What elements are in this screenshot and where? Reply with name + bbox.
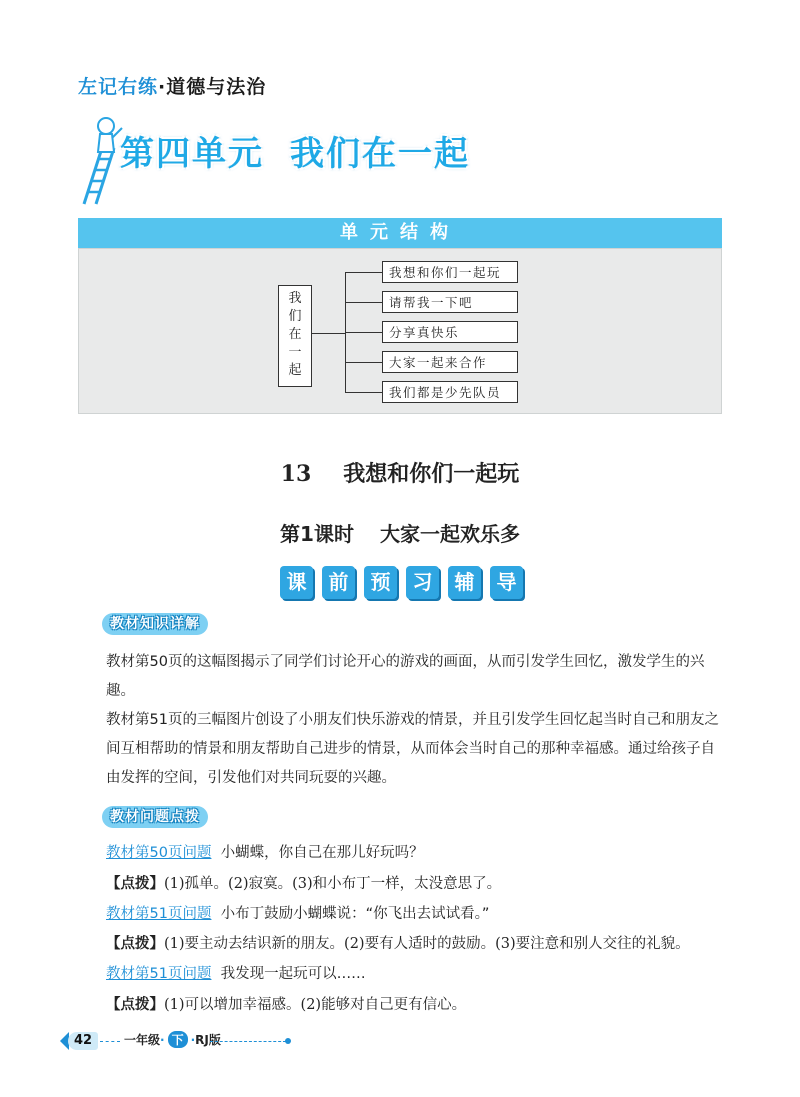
preclass-tile: 导 xyxy=(490,566,523,599)
hint-label: 【点拨】 xyxy=(106,876,164,892)
hint-label: 【点拨】 xyxy=(106,936,164,952)
lesson-number: 13 xyxy=(280,461,312,487)
connector-line xyxy=(345,362,382,363)
unit-title xyxy=(120,126,470,175)
knowledge-paragraph-2: 教材第51页的三幅图片创设了小朋友们快乐游戏的情景，并且引发学生回忆起当时自己和朋友之间互相帮助的情景和朋友帮助自己进步的情景，从而体会当时自己的那种幸福感。通过给孩子自由发挥的空间，引发他们对共同玩耍的兴趣。 xyxy=(106,712,719,786)
question-label-link[interactable]: 教材第51页问题 xyxy=(106,966,212,982)
connector-line xyxy=(345,392,382,393)
question-text: 小布丁鼓励小蝴蝶说：“你飞出去试试看。” xyxy=(220,906,490,922)
brand-subject: ·道德与法治 xyxy=(158,76,267,98)
root-char: 我 xyxy=(288,291,302,306)
question-label-link[interactable]: 教材第51页问题 xyxy=(106,906,212,922)
brand-main: 左记右练 xyxy=(78,76,159,98)
preclass-banner xyxy=(280,566,523,599)
unit-structure-banner: 单元结构 xyxy=(78,218,722,248)
hint-label: 【点拨】 xyxy=(106,997,164,1013)
footer-dot-icon xyxy=(285,1038,291,1044)
grade-label: 一年级 xyxy=(124,1033,161,1047)
footer-grade: 一年级· 下 ·RJ版 xyxy=(124,1033,221,1047)
question-row xyxy=(106,904,489,924)
knowledge-paragraph-1: 教材第50页的这幅图揭示了同学们讨论开心的游戏的画面，从而引发学生回忆，激发学生的兴趣。 xyxy=(106,654,705,699)
edition-label: RJ版 xyxy=(195,1033,221,1047)
structure-branch: 我们都是少先队员 xyxy=(382,381,518,403)
root-char: 起 xyxy=(288,363,302,378)
root-char: 在 xyxy=(288,327,302,342)
preclass-tile: 前 xyxy=(322,566,355,599)
structure-branch: 大家一起来合作 xyxy=(382,351,518,373)
structure-branch: 请帮我一下吧 xyxy=(382,291,518,313)
question-text: 我发现一起玩可以…… xyxy=(220,966,366,982)
question-row xyxy=(106,964,366,984)
period-name: 大家一起欢乐多 xyxy=(379,522,520,546)
unit-number: 第四单元 xyxy=(120,134,264,174)
preclass-tile: 辅 xyxy=(448,566,481,599)
lesson-name: 我想和你们一起玩 xyxy=(343,462,520,487)
unit-name: 我们在一起 xyxy=(290,134,470,174)
root-char: 一 xyxy=(288,345,302,360)
preclass-tile: 预 xyxy=(364,566,397,599)
section-tag-questions: 教材问题点拨 xyxy=(102,806,208,828)
page-number: 42 xyxy=(68,1032,98,1050)
structure-root-box xyxy=(278,285,312,387)
hint-row xyxy=(106,874,501,894)
connector-line xyxy=(345,332,382,333)
question-label-link[interactable]: 教材第50页问题 xyxy=(106,845,212,861)
hint-text: (1)可以增加幸福感。(2)能够对自己更有信心。 xyxy=(164,997,467,1013)
section-tag-knowledge: 教材知识详解 xyxy=(102,613,208,635)
connector-line xyxy=(311,333,346,334)
connector-line xyxy=(345,302,382,303)
hint-text: (1)要主动去结识新的朋友。(2)要有人适时的鼓励。(3)要注意和别人交往的礼貌。 xyxy=(164,936,690,952)
preclass-tile: 习 xyxy=(406,566,439,599)
period-number: 第1课时 xyxy=(280,522,354,546)
preclass-tile: 课 xyxy=(280,566,313,599)
question-text: 小蝴蝶，你自己在那儿好玩吗？ xyxy=(220,845,424,861)
period-title xyxy=(0,518,800,547)
brand-title xyxy=(78,72,266,99)
connector-line xyxy=(345,272,382,273)
hint-row xyxy=(106,995,466,1015)
term-badge: 下 xyxy=(168,1031,188,1048)
structure-branch: 我想和你们一起玩 xyxy=(382,261,518,283)
hint-text: (1)孤单。(2)寂寞。(3)和小布丁一样，太没意思了。 xyxy=(164,876,502,892)
root-char: 们 xyxy=(288,309,302,324)
structure-branch: 分享真快乐 xyxy=(382,321,518,343)
hint-row xyxy=(106,934,690,954)
question-row xyxy=(106,843,424,863)
footer-divider xyxy=(210,1041,286,1042)
lesson-title xyxy=(0,457,800,488)
footer-divider xyxy=(100,1041,120,1042)
